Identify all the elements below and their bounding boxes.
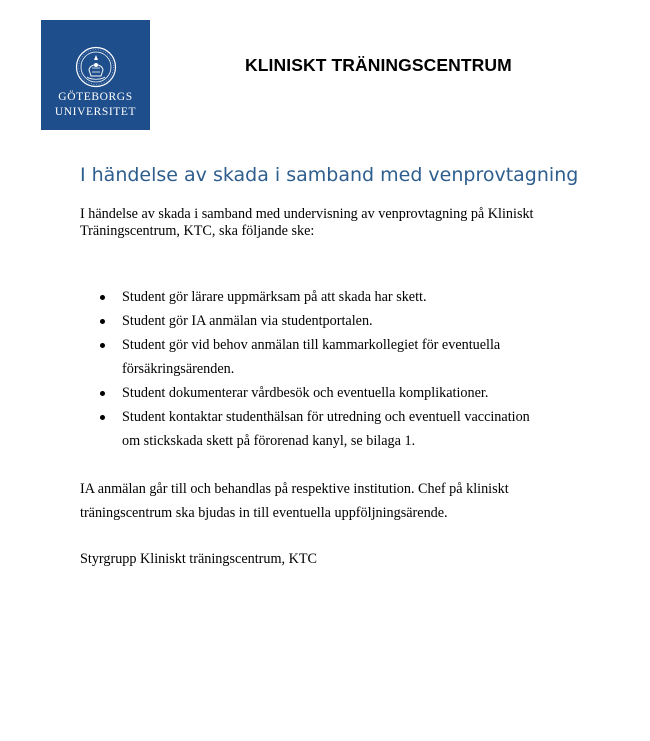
closing-paragraph: IA anmälan går till och behandlas på respektive institution. Chef på kliniskt träningscentrum ska bjudas in till eventuella uppföljningsärende. [80,481,509,521]
list-item [80,405,550,453]
intro-paragraph: I händelse av skada i samband med undervisning av venprovtagning på Kliniskt Träningscentrum, KTC, ska följande ske: [80,206,534,239]
signature-line: Styrgrupp Kliniskt träningscentrum, KTC [80,551,317,567]
bullet-icon [100,391,105,396]
document-header-title: KLINISKT TRÄNINGSCENTRUM [245,55,512,75]
bullet-icon [100,343,105,348]
list-item-text: Student gör IA anmälan via studentportalen. [122,313,373,329]
list-item [80,309,550,333]
procedure-list [80,285,550,453]
list-item-text: Student gör lärare uppmärksam på att skada har skett. [122,289,427,305]
university-logo [41,20,150,130]
list-item-text: Student dokumenterar vårdbesök och eventuella komplikationer. [122,385,489,401]
list-item-text: Student gör vid behov anmälan till kammarkollegiet för eventuella försäkringsärenden. [122,337,501,377]
university-seal-icon [75,46,117,88]
bullet-icon [100,295,105,300]
bullet-icon [100,319,105,324]
bullet-icon [100,415,105,420]
list-item [80,381,550,405]
list-item-text: Student kontaktar studenthälsan för utredning och eventuell vaccination om stickskada skett på förorenad kanyl, se bilaga 1. [122,409,530,449]
section-heading: I händelse av skada i samband med venprovtagning [80,164,579,186]
list-item [80,333,550,381]
logo-text-line1: GÖTEBORGS [58,91,133,103]
list-item [80,285,550,309]
logo-text-line2: UNIVERSITET [54,106,137,118]
